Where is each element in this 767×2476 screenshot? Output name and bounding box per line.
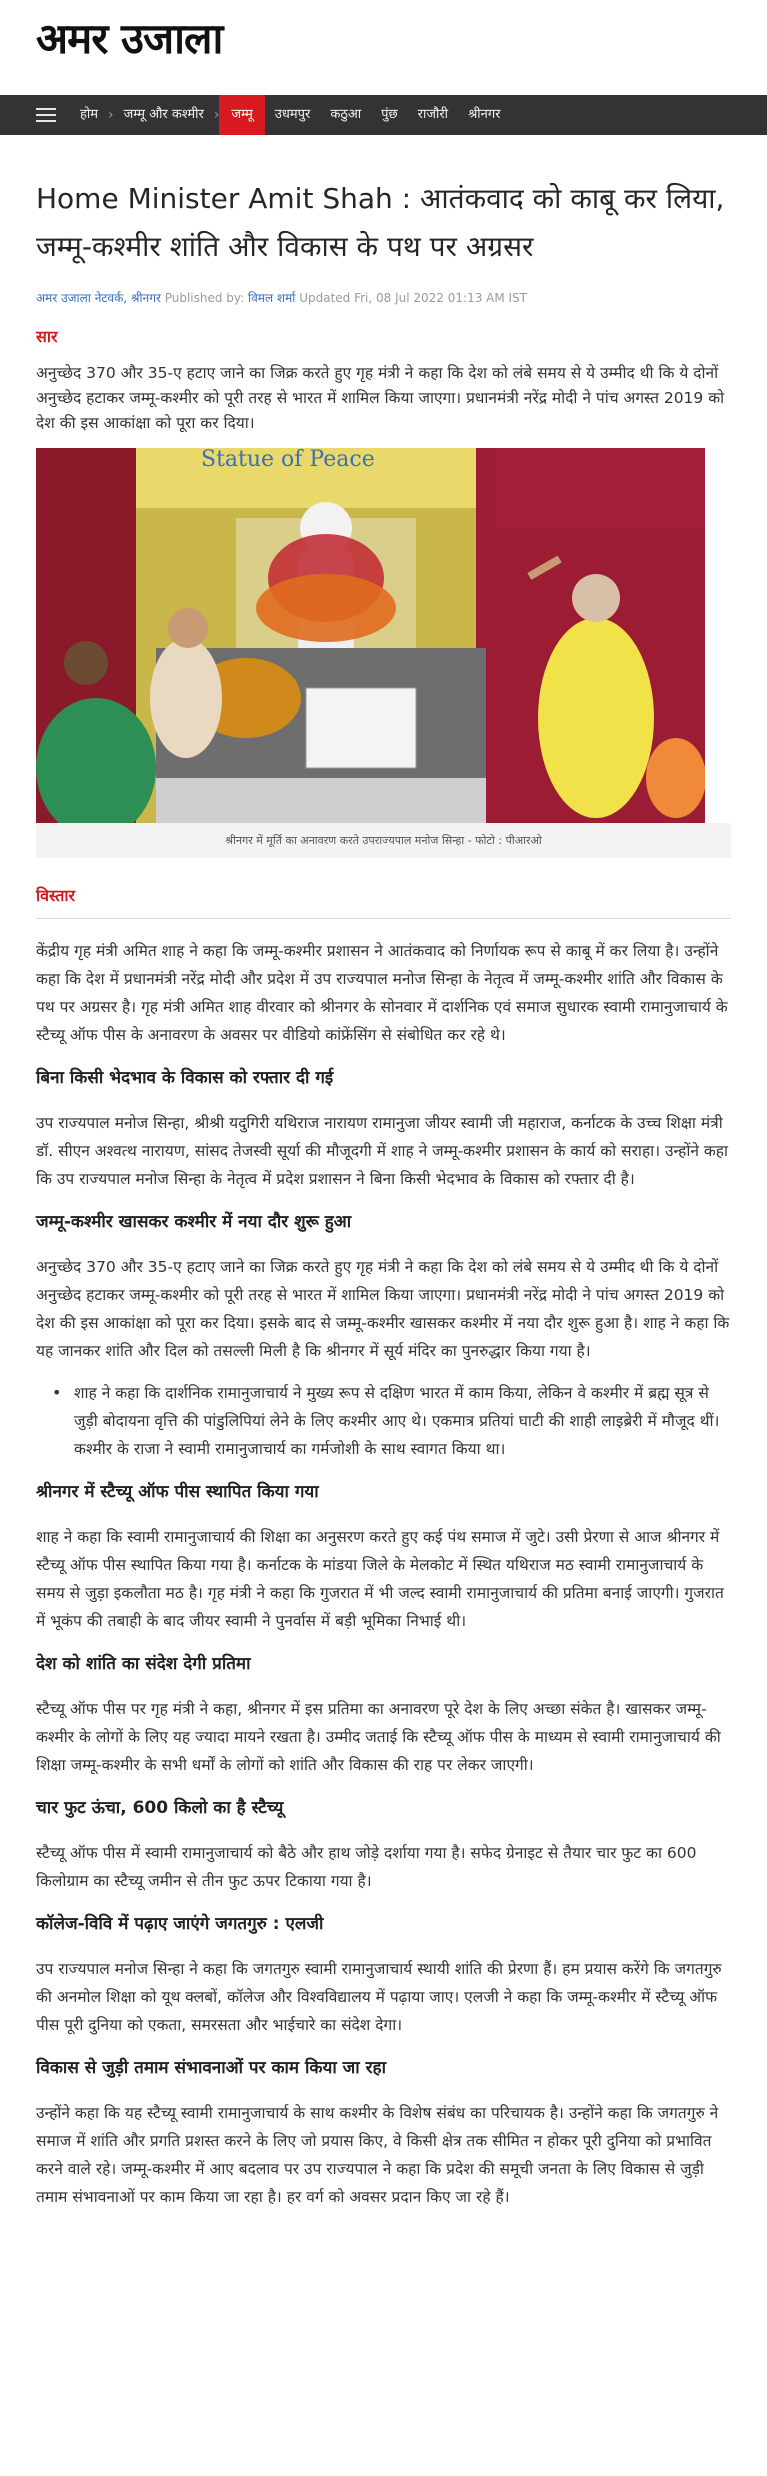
published-label: Published by: (164, 291, 245, 305)
nav-udhampur[interactable]: उधमपुर (274, 107, 311, 122)
section-heading: श्रीनगर में स्टैच्यू ऑफ पीस स्थापित किया गया (36, 1482, 319, 1502)
nav-jammu-kashmir[interactable]: जम्मू और कश्मीर (123, 107, 204, 122)
site-logo[interactable]: अमर उजाला (36, 14, 223, 63)
nav-poonch[interactable]: पुंछ (381, 107, 398, 122)
updated-timestamp: Updated Fri, 08 Jul 2022 01:13 AM IST (299, 291, 528, 305)
detail-label: विस्तार (36, 886, 76, 905)
section-paragraph: उप राज्यपाल मनोज सिन्हा, श्रीश्री यदुगिरी यथिराज नारायण रामानुजा जीयर स्वामी जी महाराज, कर्नाटक के उच्च शिक्षा मंत्री डॉ. सीएन अश्वत्थ नारायण, सांसद तेजस्वी सूर्या की मौजूदगी में शाह ने जम्मू-कश्मीर प्रशासन के कार्य को सराहा। उन्होंने कहा कि उप राज्यपाल मनोज सिन्हा के नेतृत्व में प्रदेश प्रशासन ने बिना किसी भेदभाव के विकास को रफ्तार दी है। (36, 1114, 729, 1188)
article-intro: केंद्रीय गृह मंत्री अमित शाह ने कहा कि जम्मू-कश्मीर प्रशासन ने आतंकवाद को निर्णायक रूप से काबू में कर लिया है। उन्होंने कहा कि देश में प्रधानमंत्री नरेंद्र मोदी और प्रदेश में उप राज्यपाल मनोज सिन्हा के नेतृत्व में जम्मू-कश्मीर शांति और विकास के पथ पर अग्रसर है। गृह मंत्री अमित शाह वीरवार को श्रीनगर के सोनवार में दार्शनिक एवं समाज सुधारक स्वामी रामानुजाचार्य के स्टैच्यू ऑफ पीस के अनावरण के अवसर पर वीडियो कांफ्रेंसिंग से संबोधित कर रहे थे। (36, 942, 728, 1044)
section-paragraph: स्टैच्यू ऑफ पीस पर गृह मंत्री ने कहा, श्रीनगर में इस प्रतिमा का अनावरण पूरे देश के लिए अच्छा संकेत है। खासकर जम्मू-कश्मीर के लोगों के लिए यह ज्यादा मायने रखता है। उम्मीद जताई कि स्टैच्यू ऑफ पीस के माध्यम से स्वामी रामानुजाचार्य की शिक्षा जम्मू-कश्मीर के सभी धर्मों के लोगों को शांति और विकास की राह पर लेकर जाएगी। (36, 1700, 721, 1774)
section-paragraph: स्टैच्यू ऑफ पीस में स्वामी रामानुजाचार्य को बैठे और हाथ जोड़े दर्शाया गया है। सफेद ग्रेनाइट से तैयार चार फुट का 600 किलोग्राम का स्टैच्यू जमीन से तीन फुट ऊपर टिकाया गया है। (36, 1844, 697, 1890)
photo-banner-text: Statue of Peace (201, 448, 375, 472)
bullet-item (52, 1379, 731, 1463)
site-header (0, 0, 767, 95)
article-meta (36, 289, 731, 307)
section-paragraph: शाह ने कहा कि स्वामी रामानुजाचार्य की शिक्षा का अनुसरण करते हुए कई पंथ समाज में जुटे। उसी प्रेरणा से आज श्रीनगर में स्टैच्यू ऑफ पीस स्थापित किया गया है। कर्नाटक के मांडया जिले के मेलकोट में स्थित यथिराज मठ स्वामी रामानुजाचार्य के समय से जुड़ा इकलौता मठ है। गृह मंत्री ने कहा कि गुजरात में भी जल्द स्वामी रामानुजाचार्य की प्रतिमा बनाई जाएगी। गुजरात में भूकंप की तबाही के बाद जीयर स्वामी ने पुनर्वास में बड़ी भूमिका निभाई थी। (36, 1528, 724, 1630)
nav-home[interactable]: होम (80, 107, 99, 122)
article-title: Home Minister Amit Shah : आतंकवाद को काबू कर लिया, जम्मू-कश्मीर शांति और विकास के पथ पर अग्रसर (36, 182, 725, 263)
bullet-text: शाह ने कहा कि दार्शनिक रामानुजाचार्य ने मुख्य रूप से दक्षिण भारत में काम किया, लेकिन वे कश्मीर में ब्रह्म सूत्र से जुड़ी बोदायना वृत्ति की पांडुलिपियां लेने के लिए कश्मीर आए थे। एकमात्र प्रतियां घाटी की शाही लाइब्रेरी में मौजूद थीं। कश्मीर के राजा ने स्वामी रामानुजाचार्य का गर्मजोशी के साथ स्वागत किया था। (74, 1384, 720, 1458)
article-source[interactable]: अमर उजाला नेटवर्क, श्रीनगर (36, 291, 161, 305)
section-paragraph: अनुच्छेद 370 और 35-ए हटाए जाने का जिक्र करते हुए गृह मंत्री ने कहा कि देश को लंबे समय से ये उम्मीद थी कि ये दोनों अनुच्छेद हटाकर जम्मू-कश्मीर को पूरी तरह से भारत में शामिल किया जाएगा। प्रधानमंत्री नरेंद्र मोदी ने पांच अगस्त 2019 को देश की इस आकांक्षा को पूरा कर दिया। इसके बाद से जम्मू-कश्मीर खासकर कश्मीर में नया दौर शुरू हुआ है। शाह ने कहा कि यह जानकर शांति और दिल को तसल्ली मिली है कि श्रीनगर में सूर्य मंदिर का पुनरुद्धार किया गया है। (36, 1258, 730, 1360)
photo-caption: श्रीनगर में मूर्ति का अनावरण करते उपराज्यपाल मनोज सिन्हा - फोटो : पीआरओ (36, 823, 731, 858)
bullet-icon: • (52, 1383, 62, 1402)
article-photo[interactable] (36, 448, 705, 823)
bullet-list (36, 1379, 731, 1463)
section-heading: चार फुट ऊंचा, 600 किलो का है स्टैच्यू (36, 1798, 284, 1818)
nav-rajouri[interactable]: राजौरी (417, 107, 449, 122)
photo-illustration (36, 448, 705, 823)
section-paragraph: उन्होंने कहा कि यह स्टैच्यू स्वामी रामानुजाचार्य के साथ कश्मीर के विशेष संबंध का परिचायक है। उन्होंने कहा कि जगतगुरु ने समाज में शांति और प्रगति प्रशस्त करने के लिए जो प्रयास किए, वे किसी क्षेत्र तक सीमित न होकर पूरी दुनिया को प्रभावित करने वाले रहे। जम्मू-कश्मीर में आए बदलाव पर उप राज्यपाल ने कहा कि प्रदेश की समूची जनता के लिए विकास से जुड़ी तमाम संभावनाओं पर काम किया जा रहा है। हर वर्ग को अवसर प्रदान किए जा रहे हैं। (36, 2104, 719, 2206)
section-paragraph: उप राज्यपाल मनोज सिन्हा ने कहा कि जगतगुरु स्वामी रामानुजाचार्य स्थायी शांति की प्रेरणा हैं। हम प्रयास करेंगे कि जगतगुरु की अनमोल शिक्षा को यूथ क्लबों, कॉलेज और विश्वविद्यालय में पढ़ाया जाए। एलजी ने कहा कि जम्मू-कश्मीर में स्टैच्यू ऑफ पीस पूरी दुनिया को एकता, समरसता और भाईचारे का संदेश देगा। (36, 1960, 722, 2034)
article-author[interactable]: विमल शर्मा (248, 291, 296, 305)
article (0, 175, 767, 2211)
breadcrumb-chevron-icon: › (108, 107, 114, 123)
summary-text: अनुच्छेद 370 और 35-ए हटाए जाने का जिक्र करते हुए गृह मंत्री ने कहा कि देश को लंबे समय से ये उम्मीद थी कि ये दोनों अनुच्छेद हटाकर जम्मू-कश्मीर को पूरी तरह से भारत में शामिल किया जाएगा। प्रधानमंत्री नरेंद्र मोदी ने पांच अगस्त 2019 को देश की इस आकांक्षा को पूरा कर दिया। (36, 364, 725, 432)
section-heading: बिना किसी भेदभाव के विकास को रफ्तार दी गई (36, 1068, 334, 1088)
menu-icon[interactable] (36, 108, 56, 122)
section-heading: विकास से जुड़ी तमाम संभावनाओं पर काम किया जा रहा (36, 2058, 386, 2078)
section-heading: देश को शांति का संदेश देगी प्रतिमा (36, 1654, 251, 1674)
main-nav (0, 95, 767, 135)
divider (36, 918, 731, 919)
section-heading: जम्मू-कश्मीर खासकर कश्मीर में नया दौर शुरू हुआ (36, 1212, 352, 1232)
section-heading: कॉलेज-विवि में पढ़ाए जाएंगे जगतगुरु : एलजी (36, 1914, 324, 1934)
nav-kathua[interactable]: कठुआ (330, 107, 362, 122)
article-figure (36, 448, 731, 858)
breadcrumb-chevron-icon: › (213, 107, 220, 123)
nav-jammu[interactable]: जम्मू (219, 95, 264, 135)
summary-label: सार (36, 327, 58, 346)
nav-srinagar[interactable]: श्रीनगर (468, 107, 501, 122)
